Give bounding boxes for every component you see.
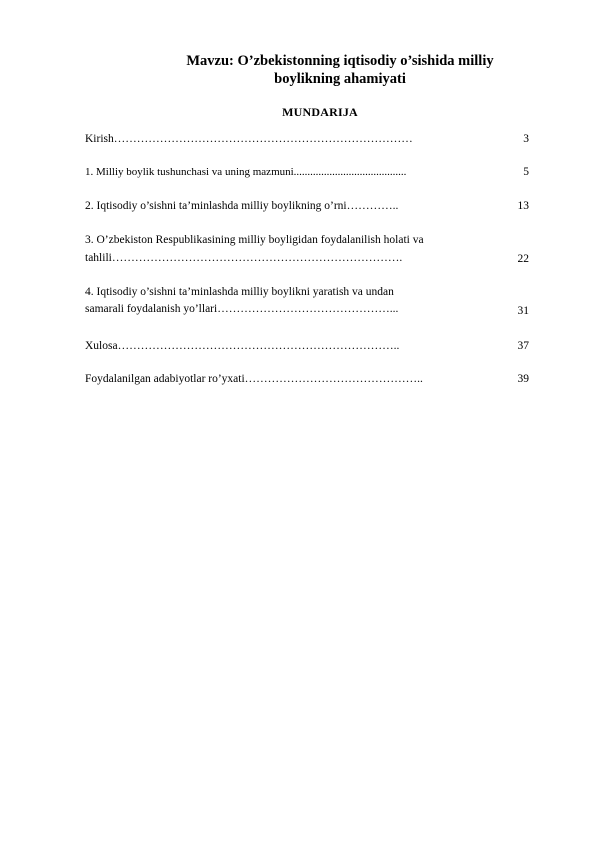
toc-entry-text: 2. Iqtisodiy o’sishni ta’minlashda milliy boylikning o’rni………….. xyxy=(85,200,399,212)
toc-heading: MUNDARIJA xyxy=(282,105,358,119)
toc-entry-text-line-1: 4. Iqtisodiy o’sishni ta’minlashda milliy boylikni yaratish va undan xyxy=(85,286,394,298)
toc-entry-text: Foydalanilgan adabiyotlar ro’yxati……………………………………….. xyxy=(85,373,423,385)
title-line-2: boylikning ahamiyati xyxy=(274,71,406,87)
toc-entry-text-line-2: samarali foydalanish yo’llari………………………………………... xyxy=(85,303,399,315)
document-title xyxy=(130,52,550,88)
toc-entry-page: 3 xyxy=(523,133,529,145)
toc-entry-text: Kirish…………………………………………………………………… xyxy=(85,133,413,145)
toc-entry-text: Xulosa……………………………………………………………….. xyxy=(85,340,400,352)
toc-entry-page: 39 xyxy=(517,373,529,385)
toc-entry-text: 1. Milliy boylik tushunchasi va uning mazmuni......................................... xyxy=(85,166,407,178)
toc-entry-page: 13 xyxy=(517,200,529,212)
toc-entry-page: 31 xyxy=(517,305,529,317)
toc-entry-page: 37 xyxy=(517,340,529,352)
toc-entry-bibliography xyxy=(85,373,423,385)
toc-entry-3 xyxy=(85,234,424,264)
title-line-1: Mavzu: O’zbekistonning iqtisodiy o’sishida milliy xyxy=(186,53,494,69)
toc-entry-kirish xyxy=(85,133,413,145)
toc-entry-xulosa xyxy=(85,340,399,352)
toc-entry-4 xyxy=(85,286,398,315)
toc-entry-text-line-2: tahlili…………………………………………………………………. xyxy=(85,252,403,264)
toc-entry-2 xyxy=(85,200,398,212)
toc-entry-page: 5 xyxy=(523,166,529,178)
toc-entry-page: 22 xyxy=(517,253,529,265)
toc-entry-1 xyxy=(85,166,406,178)
toc-entry-text-line-1: 3. O’zbekiston Respublikasining milliy boyligidan foydalanilish holati va xyxy=(85,234,424,246)
